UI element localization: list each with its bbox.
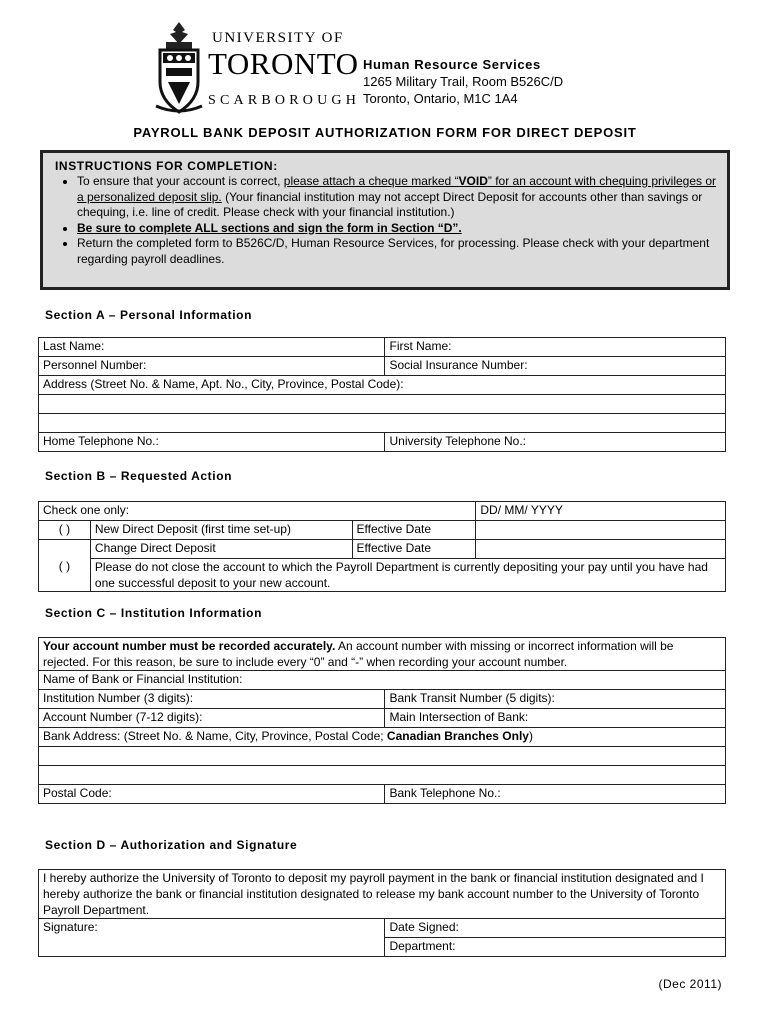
do-not-close-note: Please do not close the account to which the Payroll Department is currently depositing your pay until you have had one successful deposit to your new account. [90, 559, 725, 592]
address-line-blank[interactable] [39, 414, 726, 433]
effective-date-label: Effective Date [352, 540, 476, 559]
institution-number-field[interactable]: Institution Number (3 digits): [39, 690, 385, 709]
new-deposit-effective-date-field[interactable] [476, 521, 726, 540]
transit-number-field[interactable]: Bank Transit Number (5 digits): [385, 690, 726, 709]
account-warning: Your account number must be recorded accurately. An account number with missing or incorrect information will be rejected. For this reason, be sure to include every “0” and “-” when recording your account number. [39, 638, 726, 671]
crest-icon [154, 20, 204, 118]
home-phone-field[interactable]: Home Telephone No.: [39, 433, 385, 452]
bank-name-field[interactable]: Name of Bank or Financial Institution: [39, 671, 726, 690]
form-version: (Dec 2011) [658, 977, 722, 991]
section-a-table [38, 337, 726, 452]
section-d-table [38, 869, 726, 957]
department-name: Human Resource Services [363, 57, 541, 72]
university-logo [150, 20, 360, 120]
authorization-statement: I hereby authorize the University of Toronto to deposit my payroll payment in the bank or financial institution designated and I hereby authorize the bank or financial institution designated to release my bank account number to the University of Toronto Payroll Department. [39, 870, 726, 919]
address-line-1: 1265 Military Trail, Room B526C/D [363, 74, 564, 89]
logo-line-3: SCARBOROUGH [208, 93, 360, 108]
bank-address-field[interactable]: Bank Address: (Street No. & Name, City, Province, Postal Code; Canadian Branches Only) [39, 728, 726, 747]
form-title: PAYROLL BANK DEPOSIT AUTHORIZATION FORM FOR DIRECT DEPOSIT [133, 125, 637, 140]
instructions-heading: INSTRUCTIONS FOR COMPLETION: [55, 159, 278, 173]
university-phone-field[interactable]: University Telephone No.: [385, 433, 726, 452]
section-a-heading: Section A – Personal Information [45, 308, 253, 322]
check-one-label: Check one only: [39, 502, 476, 521]
logo-line-1: UNIVERSITY OF [212, 30, 344, 46]
main-intersection-field[interactable]: Main Intersection of Bank: [385, 709, 726, 728]
postal-code-field[interactable]: Postal Code: [39, 785, 385, 804]
section-b-heading: Section B – Requested Action [45, 469, 233, 483]
instruction-item: • To ensure that your account is correct, please attach a cheque marked “VOID” for an account with chequing privileges or a personalized deposit slip. (Your financial institution may not accept Direct Deposit for accounts other than savings or chequing, i.e. line of credit. Please check with your financial institution.) [77, 174, 717, 221]
section-c-table [38, 637, 726, 804]
date-format-label: DD/ MM/ YYYY [476, 502, 726, 521]
department-field[interactable]: Department: [385, 938, 726, 957]
instructions-box [40, 150, 730, 290]
change-deposit-effective-date-field[interactable] [476, 540, 726, 559]
section-b-table [38, 501, 726, 592]
personnel-number-field[interactable]: Personnel Number: [39, 357, 385, 376]
bank-phone-field[interactable]: Bank Telephone No.: [385, 785, 726, 804]
logo-line-2: TORONTO [208, 46, 359, 81]
account-number-field[interactable]: Account Number (7-12 digits): [39, 709, 385, 728]
section-d-heading: Section D – Authorization and Signature [45, 838, 298, 852]
change-deposit-checkbox[interactable]: ( ) [39, 540, 91, 592]
address-field[interactable]: Address (Street No. & Name, Apt. No., City, Province, Postal Code): [39, 376, 726, 395]
sin-field[interactable]: Social Insurance Number: [385, 357, 726, 376]
department-address [363, 56, 563, 107]
new-deposit-label: New Direct Deposit (first time set-up) [90, 521, 352, 540]
address-line-blank[interactable] [39, 395, 726, 414]
signature-field[interactable]: Signature: [39, 919, 385, 957]
instruction-item: • Return the completed form to B526C/D, Human Resource Services, for processing. Please check with your department regarding payroll deadlines. [77, 236, 717, 267]
bank-address-line-blank[interactable] [39, 766, 726, 785]
date-signed-field[interactable]: Date Signed: [385, 919, 726, 938]
effective-date-label: Effective Date [352, 521, 476, 540]
address-line-2: Toronto, Ontario, M1C 1A4 [363, 91, 518, 106]
new-deposit-checkbox[interactable]: ( ) [39, 521, 91, 540]
section-c-heading: Section C – Institution Information [45, 606, 262, 620]
change-deposit-label: Change Direct Deposit [90, 540, 352, 559]
last-name-field[interactable]: Last Name: [39, 338, 385, 357]
bank-address-line-blank[interactable] [39, 747, 726, 766]
first-name-field[interactable]: First Name: [385, 338, 726, 357]
instruction-item: • Be sure to complete ALL sections and sign the form in Section “D”. [77, 221, 717, 237]
